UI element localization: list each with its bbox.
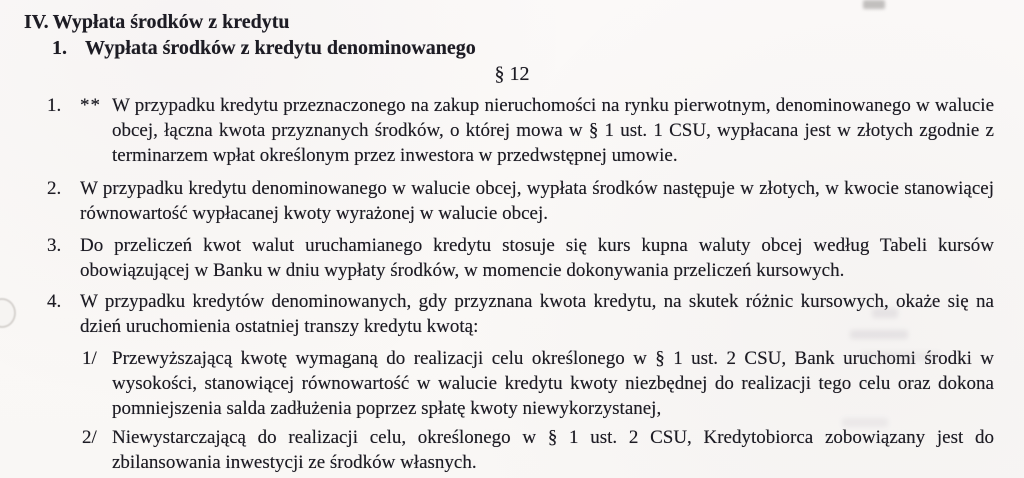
list-item-1 (47, 93, 994, 168)
sub-item-text: Przewyższającą kwotę wymaganą do realizacji celu określonego w § 1 ust. 2 CSU, Bank uruchomi środki w wysokości, stanowiącej równowartość w walucie kredytu kwoty niezbędnej do realizacji tego celu oraz dokona pomniejszenia salda zadłużenia poprzez spłatę kwoty niewykorzystanej, (112, 348, 994, 419)
section-title: Wypłata środków z kredytu (52, 11, 290, 33)
sub-item-2 (82, 425, 994, 475)
item-number: 3. (47, 235, 62, 256)
item-body (80, 289, 994, 475)
list-item-4 (47, 289, 994, 475)
subsection-heading (52, 35, 1024, 61)
item-number: 4. (47, 291, 62, 312)
sub-item-text: Niewystarczającą do realizacji celu, określonego w § 1 ust. 2 CSU, Kredytobiorca zobowiązany jest do zbilansowania inwestycji ze środków własnych. (112, 427, 994, 473)
item-number: 1. (47, 95, 62, 116)
hole-punch-artifact (0, 298, 16, 328)
double-asterisk-marker: ** (80, 95, 101, 116)
item-body (80, 93, 994, 168)
bleed-through-artifact (850, 330, 908, 339)
bleed-through-artifact (872, 308, 898, 318)
bleed-through-artifact (860, 352, 940, 361)
subsection-title: Wypłata środków z kredytu denominowanego (85, 37, 476, 59)
subsection-number: 1. (52, 37, 67, 59)
item-text: Do przeliczeń kwot walut uruchamianego kredytu stosuje się kurs kupna waluty obcej według Tabeli kursów obowiązującej w Banku w dniu wypłaty środków, w momencie dokonywania przeliczeń kursowych. (80, 235, 994, 281)
paragraph-mark: § 12 (494, 63, 530, 85)
section-heading (24, 9, 1024, 35)
bleed-through-artifact (842, 418, 888, 427)
list-item-3 (47, 233, 994, 283)
sub-item-1 (82, 346, 994, 421)
item-text: W przypadku kredytu przeznaczonego na zakup nieruchomości na rynku pierwotnym, denominowanego w walucie obcej, łączna kwota przyznanych środków, o której mowa w § 1 ust. 1 CSU, wypłacana jest w złotych zgodnie z terminarzem wpłat określonym przez inwestora w przedwstępnej umowie. (112, 95, 994, 166)
item-number: 2. (47, 178, 62, 199)
section-number: IV. (24, 11, 49, 33)
sub-item-number: 2/ (82, 427, 97, 448)
sub-item-number: 1/ (82, 348, 97, 369)
item-text: W przypadku kredytu denominowanego w walucie obcej, wypłata środków następuje w złotych, w kwocie stanowiącej równowartość wypłacanej kwoty wyrażonej w walucie obcej. (80, 178, 994, 224)
scan-smudge-artifact (863, 0, 885, 9)
list-item-2 (47, 176, 994, 226)
item-text: W przypadku kredytów denominowanych, gdy przyznana kwota kredytu, na skutek różnic kursowych, okaże się na dzień uruchomienia ostatniej transzy kredytu kwotą: (80, 291, 994, 337)
